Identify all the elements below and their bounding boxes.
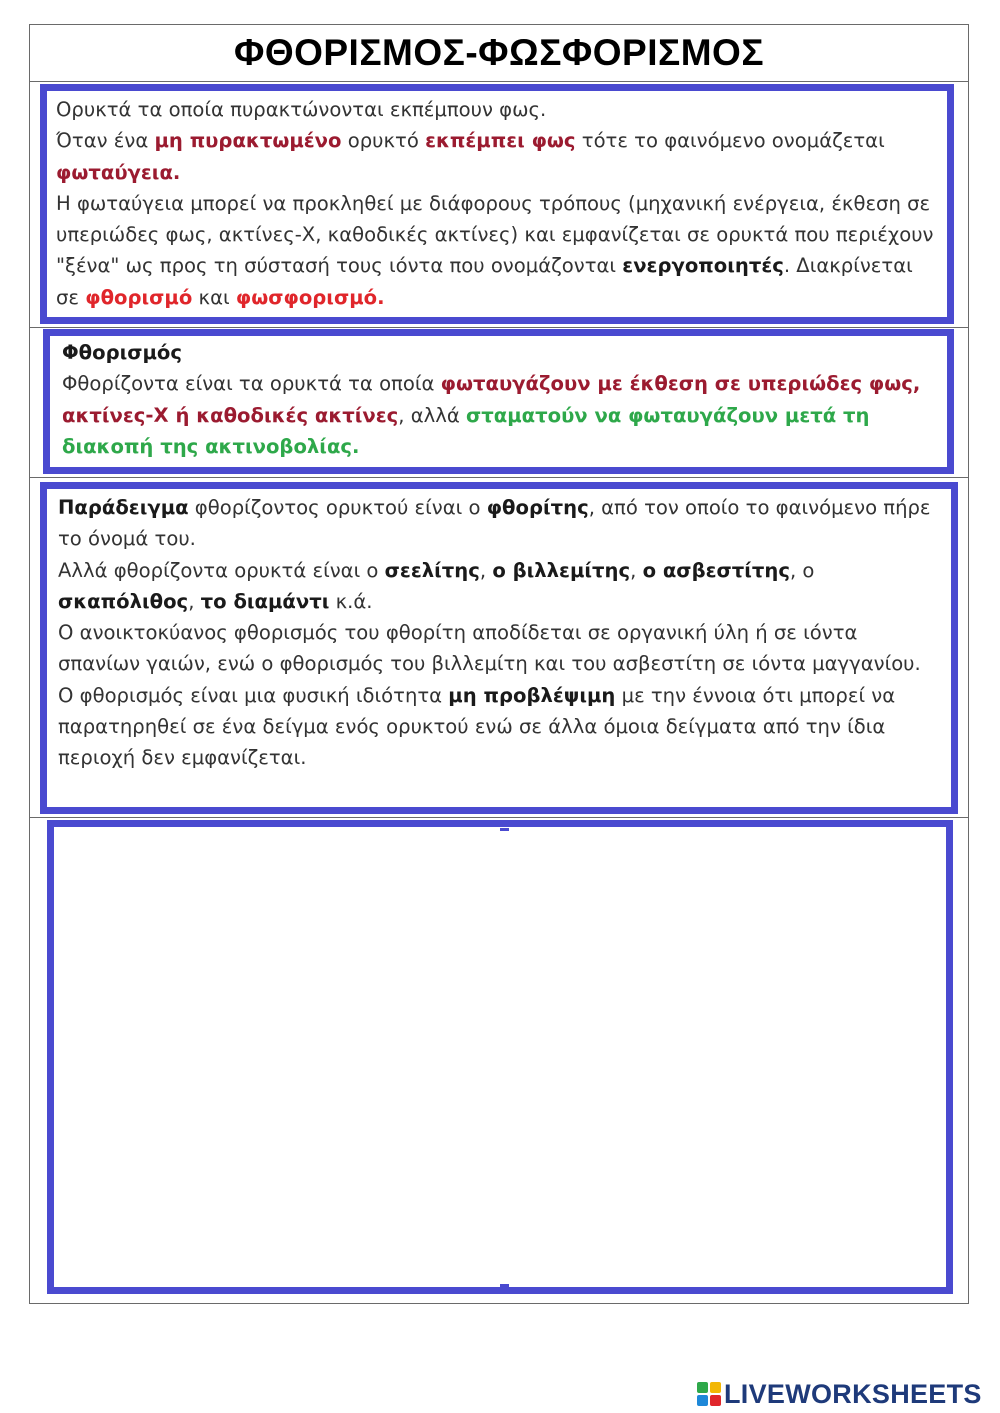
term-luminescence: φωταύγεια.: [56, 160, 181, 184]
answer-area-top-marker: [500, 828, 509, 831]
term-diamond: το διαμάντι: [200, 589, 330, 613]
answer-area-box[interactable]: [47, 820, 953, 1294]
term-scapolite: σκαπόλιθος: [58, 589, 189, 613]
term-fluorescence: φθορισμό: [85, 285, 193, 309]
term-emits-light: εκπέμπει φως: [425, 129, 576, 153]
term-willemite: ο βιλλεμίτης: [492, 558, 631, 582]
term-phosphorescence: φωσφορισμό.: [235, 285, 385, 309]
section-heading-fluorescence: Φθορισμός: [62, 341, 182, 364]
logo-mark-icon: [697, 1382, 721, 1406]
term-luminesce-on-exposure: φωταυγάζουν με έκθεση σε υπεριώδες φως, ακτίνες-Χ ή καθοδικές ακτίνες: [62, 372, 921, 427]
term-stop-luminescing: σταματούν να φωταυγάζουν μετά τη διακοπή της ακτινοβολίας.: [62, 403, 870, 458]
example-paragraph-4: Ο φθορισμός είναι μια φυσική ιδιότητα μη προβλέψιμη με την έννοια ότι μπορεί να παρατηρηθεί σε ένα δείγμα ενός ορυκτού ενώ σε άλλα όμοια δείγματα από την ίδια περιοχή δεν εμφανίζεται.: [58, 683, 896, 770]
fluorescence-examples-box: [40, 482, 958, 814]
term-example: Παράδειγμα: [58, 496, 189, 519]
footer-brand: LIVEWORKSHEETS: [724, 1378, 982, 1409]
page-title: ΦΘΟΡΙΣΜΟΣ-ΦΩΣΦΟΡΙΣΜΟΣ: [30, 25, 968, 82]
row-divider: [30, 477, 968, 478]
intro-paragraph-3: Η φωταύγεια μπορεί να προκληθεί με διάφορους τρόπους (μηχανική ενέργεια, έκθεση σε υπεριώδες φως, ακτίνες-Χ, καθοδικές ακτίνες) και εμφανίζεται σε ορυκτά που περιέχουν "ξένα" ως προς τη σύστασή τους ιόντα που ονομάζονται ενεργοποιητές. Διακρίνεται σε φθορισμό και φωσφορισμό.: [56, 191, 934, 309]
term-unpredictable: μη προβλέψιμη: [448, 683, 616, 707]
term-calcite: ο ασβεστίτης: [642, 558, 790, 582]
row-divider: [30, 817, 968, 818]
intro-text-box: [40, 84, 954, 324]
row-divider: [30, 327, 968, 328]
term-activators: ενεργοποιητές: [622, 254, 784, 278]
example-paragraph-2: Αλλά φθορίζοντα ορυκτά είναι ο σεελίτης, ο βιλλεμίτης, ο ασβεστίτης, ο σκαπόλιθος, το διαμάντι κ.ά.: [58, 558, 815, 613]
intro-line-1: Ορυκτά τα οποία πυρακτώνονται εκπέμπουν φως.: [56, 98, 547, 121]
liveworksheets-logo: [697, 1379, 982, 1409]
fluorescence-definition: Φθορίζοντα είναι τα ορυκτά τα οποία φωταυγάζουν με έκθεση σε υπεριώδες φως, ακτίνες-Χ ή καθοδικές ακτίνες, αλλά σταματούν να φωταυγάζουν μετά τη διακοπή της ακτινοβολίας.: [62, 372, 921, 458]
term-scheelite: σεελίτης: [384, 558, 480, 582]
example-paragraph-1: Παράδειγμα φθορίζοντος ορυκτού είναι ο φθορίτης, από τον οποίο το φαινόμενο πήρε το όνομά του.: [58, 496, 931, 551]
term-fluorite: φθορίτης: [486, 496, 589, 519]
intro-paragraph-2: Όταν ένα μη πυρακτωμένο ορυκτό εκπέμπει φως τότε το φαινόμενο ονομάζεται φωταύγεια.: [56, 129, 885, 184]
fluorescence-definition-box: [43, 329, 954, 474]
term-non-incandescent: μη πυρακτωμένο: [154, 129, 342, 153]
example-paragraph-3: Ο ανοικτοκύανος φθορισμός του φθορίτη αποδίδεται σε οργανική ύλη ή σε ιόντα σπανίων γαιών, ενώ ο φθορισμός του βιλλεμίτη και του ασβεστίτη σε ιόντα μαγγανίου.: [58, 621, 921, 676]
answer-area-bottom-marker: [500, 1284, 509, 1287]
